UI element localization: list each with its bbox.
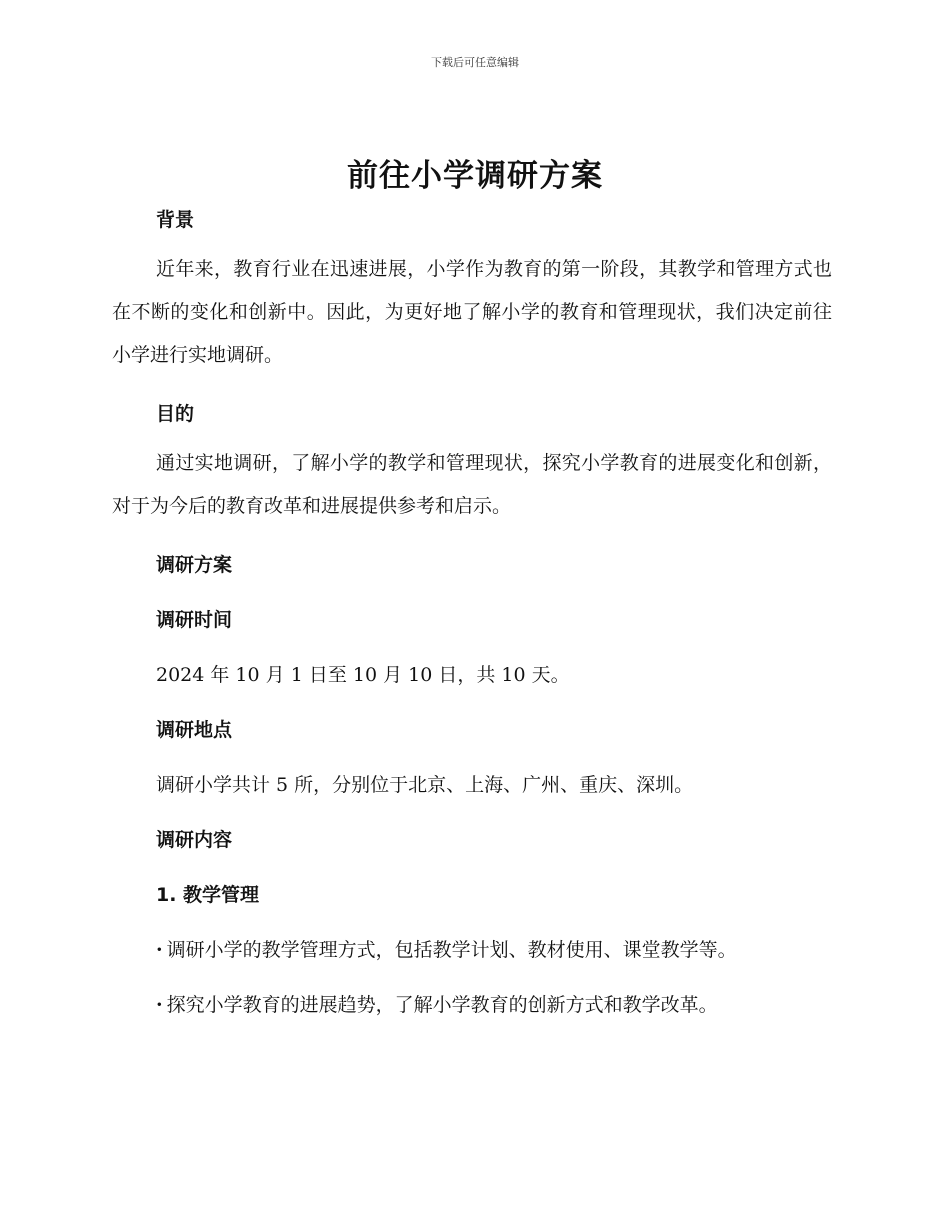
bullet-text: 探究小学教育的进展趋势，了解小学教育的创新方式和教学改革。 (166, 994, 718, 1016)
subheading-time: 调研时间 (156, 609, 233, 631)
subheading-teaching-management: 1. 教学管理 (156, 884, 260, 906)
list-item (156, 932, 832, 968)
time-text: 2024 年 10 月 1 日至 10 月 10 日，共 10 天。 (156, 664, 570, 686)
purpose-paragraph: 通过实地调研，了解小学的教学和管理现状，探究小学教育的进展变化和创新，对于为今后的教育改革和进展提供参考和启示。 (112, 452, 832, 517)
document-title: 前往小学调研方案 (347, 158, 603, 194)
subheading-location: 调研地点 (156, 719, 233, 741)
list-item (156, 987, 832, 1023)
section-heading-purpose: 目的 (156, 403, 195, 425)
background-paragraph: 近年来，教育行业在迅速进展，小学作为教育的第一阶段，其教学和管理方式也在不断的变化和创新中。因此，为更好地了解小学的教育和管理现状，我们决定前往小学进行实地调研。 (112, 258, 832, 366)
location-text: 调研小学共计 5 所，分别位于北京、上海、广州、重庆、深圳。 (156, 774, 694, 796)
bullet-marker: · (156, 994, 163, 1016)
bullet-text: 调研小学的教学管理方式，包括教学计划、教材使用、课堂教学等。 (166, 939, 737, 961)
section-heading-plan: 调研方案 (156, 554, 233, 576)
section-heading-background: 背景 (156, 209, 195, 231)
subheading-content: 调研内容 (156, 829, 233, 851)
document-body (112, 202, 832, 1023)
header-note: 下载后可任意编辑 (431, 56, 519, 69)
bullet-marker: · (156, 939, 163, 961)
